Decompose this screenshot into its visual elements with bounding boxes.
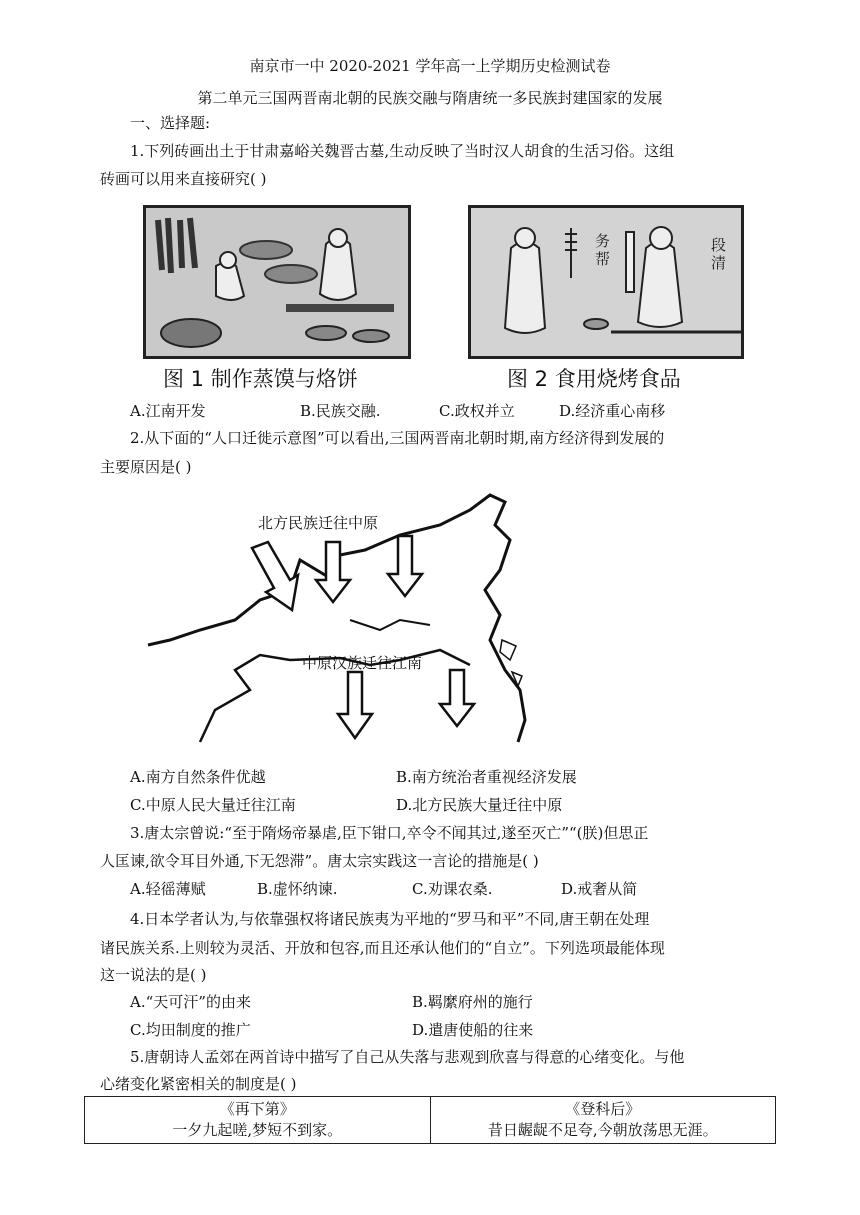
q4-stem-line2: 诸民族关系.上则较为灵活、开放和包容,而且还承认他们的“自立”。下列选项最能体现 [100, 939, 665, 957]
q2-stem-line2: 主要原因是( ) [100, 458, 192, 476]
section-heading: 一、选择题: [130, 114, 211, 132]
q1-option-d[interactable]: D.经济重心南移 [559, 402, 666, 420]
q4-stem-line3: 这一说法的是( ) [100, 966, 207, 984]
q3-stem-line1: 3.唐太宗曾说:“至于隋炀帝暴虐,臣下钳口,卒令不闻其过,遂至灭亡”“(朕)但思正 [130, 824, 649, 842]
unit-title: 第二单元三国两晋南北朝的民族交融与隋唐统一多民族封建国家的发展 [197, 89, 663, 107]
arrow-north-3 [388, 536, 422, 596]
q2-option-c[interactable]: C.中原人民大量迁往江南 [130, 796, 296, 814]
arrow-south-1 [338, 672, 372, 738]
q3-option-c[interactable]: C.劝课农桑. [412, 880, 493, 898]
exam-title: 南京市一中 2020-2021 学年高一上学期历史检测试卷 [249, 57, 611, 75]
q3-option-a[interactable]: A.轻徭薄赋 [130, 880, 206, 898]
q4-options-row1 [130, 992, 780, 1012]
figure-2-brick-painting [468, 205, 744, 359]
q1-option-c[interactable]: C.政权并立 [439, 402, 515, 420]
q4-option-b[interactable]: B.羁縻府州的施行 [412, 993, 533, 1011]
poem-2-title: 《登科后》 [565, 1100, 641, 1118]
q4-option-d[interactable]: D.遣唐使船的往来 [412, 1021, 534, 1039]
migration-map [140, 480, 560, 745]
q2-stem-line1: 2.从下面的“人口迁徙示意图”可以看出,三国两晋南北朝时期,南方经济得到发展的 [130, 429, 665, 447]
figure-1-brick-painting [143, 205, 411, 359]
figure-2-caption: 图 2 食用烧烤食品 [507, 367, 681, 391]
poem-table [84, 1096, 776, 1144]
q2-option-a[interactable]: A.南方自然条件优越 [130, 768, 266, 786]
q4-stem-line1: 4.日本学者认为,与依靠强权将诸民族夷为平地的“罗马和平”不同,唐王朝在处理 [130, 910, 650, 928]
map-river-north [350, 620, 430, 630]
arrow-south-2 [440, 670, 474, 726]
q3-stem-line2: 人匡谏,欲令耳目外通,下无怨滞”。唐太宗实践这一言论的措施是( ) [100, 852, 539, 870]
q1-stem-line1: 1.下列砖画出土于甘肃嘉峪关魏晋古墓,生动反映了当时汉人胡食的生活习俗。这组 [130, 142, 675, 160]
q1-options [130, 401, 780, 421]
poem-2-text: 昔日龌龊不足夸,今朝放荡思无涯。 [487, 1121, 718, 1139]
q5-stem-line2: 心绪变化紧密相关的制度是( ) [100, 1075, 297, 1093]
q1-option-a[interactable]: A.江南开发 [130, 402, 206, 420]
q2-option-d[interactable]: D.北方民族大量迁往中原 [396, 796, 563, 814]
map-label-north: 北方民族迁往中原 [258, 514, 379, 532]
figure-2-inscription-b: 段 清 [711, 236, 727, 272]
q3-options [130, 879, 780, 899]
q3-option-d[interactable]: D.戒奢从简 [561, 880, 638, 898]
poem-1-title: 《再下第》 [219, 1100, 295, 1118]
q2-options-row2 [130, 795, 780, 815]
q2-option-b[interactable]: B.南方统治者重视经济发展 [396, 768, 577, 786]
poem-1-cell [85, 1097, 431, 1144]
q4-options-row2 [130, 1020, 780, 1040]
q3-option-b[interactable]: B.虚怀纳谏. [257, 880, 338, 898]
poem-2-cell [430, 1097, 776, 1144]
q1-stem-line2: 砖画可以用来直接研究( ) [100, 170, 267, 188]
poem-1-text: 一夕九起嗟,梦短不到家。 [172, 1121, 343, 1139]
q1-option-b[interactable]: B.民族交融. [300, 402, 381, 420]
q5-stem-line1: 5.唐朝诗人孟郊在两首诗中描写了自己从失落与悲观到欣喜与得意的心绪变化。与他 [130, 1048, 685, 1066]
q4-option-a[interactable]: A.“天可汗”的由来 [130, 993, 251, 1011]
q4-option-c[interactable]: C.均田制度的推广 [130, 1021, 251, 1039]
figure-1-caption: 图 1 制作蒸馍与烙饼 [163, 367, 358, 391]
figure-2-inscription-a: 务 帮 [595, 232, 611, 268]
q2-options-row1 [130, 767, 780, 787]
map-label-south: 中原汉族迁往江南 [302, 654, 423, 672]
